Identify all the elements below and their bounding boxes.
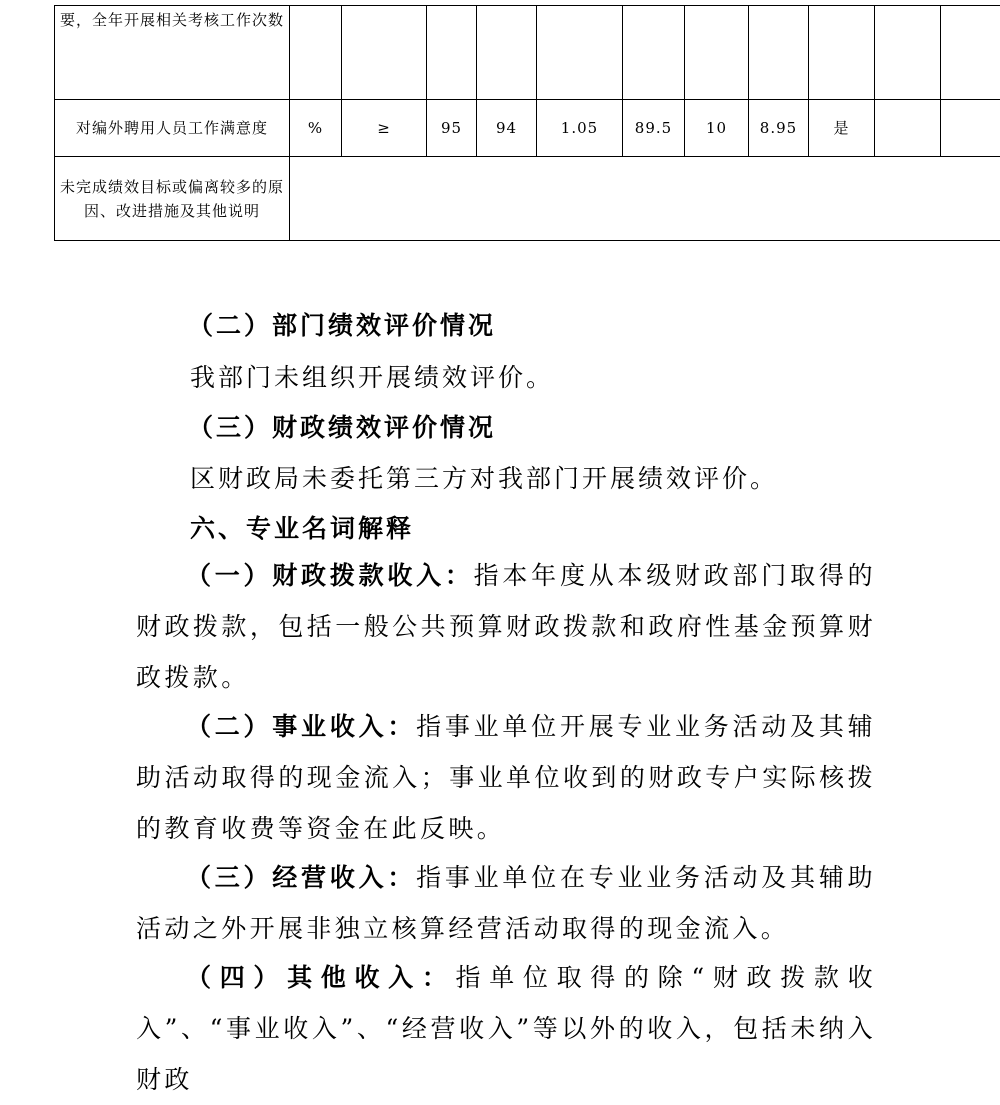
glossary-definition: 指单位取得的除“财政拨款收入”、“事业收入”、“经营收入”等以外的收入，包括未纳入财政 bbox=[136, 963, 876, 1094]
glossary-definition: 指本年度从本级财政部门取得的财政拨款，包括一般公共预算财政拨款和政府性基金预算财政拨款。 bbox=[136, 561, 876, 692]
section-text: 我部门未组织开展绩效评价。 bbox=[190, 358, 554, 394]
section-heading: （二）部门绩效评价情况 bbox=[188, 306, 496, 342]
table-row bbox=[55, 6, 1000, 100]
glossary-definition: 指事业单位在专业业务活动及其辅助活动之外开展非独立核算经营活动取得的现金流入。 bbox=[136, 863, 876, 943]
glossary-paragraph bbox=[136, 952, 876, 1105]
performance-table bbox=[54, 5, 1000, 241]
glossary-term: （一）财政拨款收入： bbox=[186, 561, 474, 590]
reason-content bbox=[290, 157, 1000, 241]
indicator-label: 要，全年开展相关考核工作次数 bbox=[55, 6, 290, 100]
actual-cell: 94 bbox=[477, 100, 537, 157]
operator-cell: ≥ bbox=[342, 100, 427, 157]
glossary-definition: 指事业单位开展专业业务活动及其辅助活动取得的现金流入；事业单位收到的财政专户实际核拨的教育收费等资金在此反映。 bbox=[136, 712, 876, 843]
table-row bbox=[55, 100, 1000, 157]
section-text: 区财政局未委托第三方对我部门开展绩效评价。 bbox=[190, 459, 778, 495]
glossary-term: （二）事业收入： bbox=[186, 712, 416, 741]
glossary-heading: 六、专业名词解释 bbox=[190, 509, 414, 545]
unit-cell: % bbox=[290, 100, 342, 157]
score-weight-cell: 10 bbox=[685, 100, 749, 157]
flag-cell: 是 bbox=[809, 100, 875, 157]
weight-cell: 1.05 bbox=[537, 100, 623, 157]
completion-cell: 89.5 bbox=[623, 100, 685, 157]
glossary-paragraph bbox=[136, 550, 876, 703]
indicator-label: 对编外聘用人员工作满意度 bbox=[55, 100, 290, 157]
glossary-term: （三）经营收入： bbox=[186, 863, 416, 892]
table-row bbox=[55, 157, 1000, 241]
glossary-paragraph bbox=[136, 852, 876, 954]
target-cell: 95 bbox=[427, 100, 477, 157]
reason-label: 未完成绩效目标或偏离较多的原因、改进措施及其他说明 bbox=[55, 157, 290, 241]
glossary-term: （四）其他收入： bbox=[186, 963, 456, 992]
glossary-paragraph bbox=[136, 701, 876, 854]
score-cell: 8.95 bbox=[749, 100, 809, 157]
section-heading: （三）财政绩效评价情况 bbox=[188, 408, 496, 444]
